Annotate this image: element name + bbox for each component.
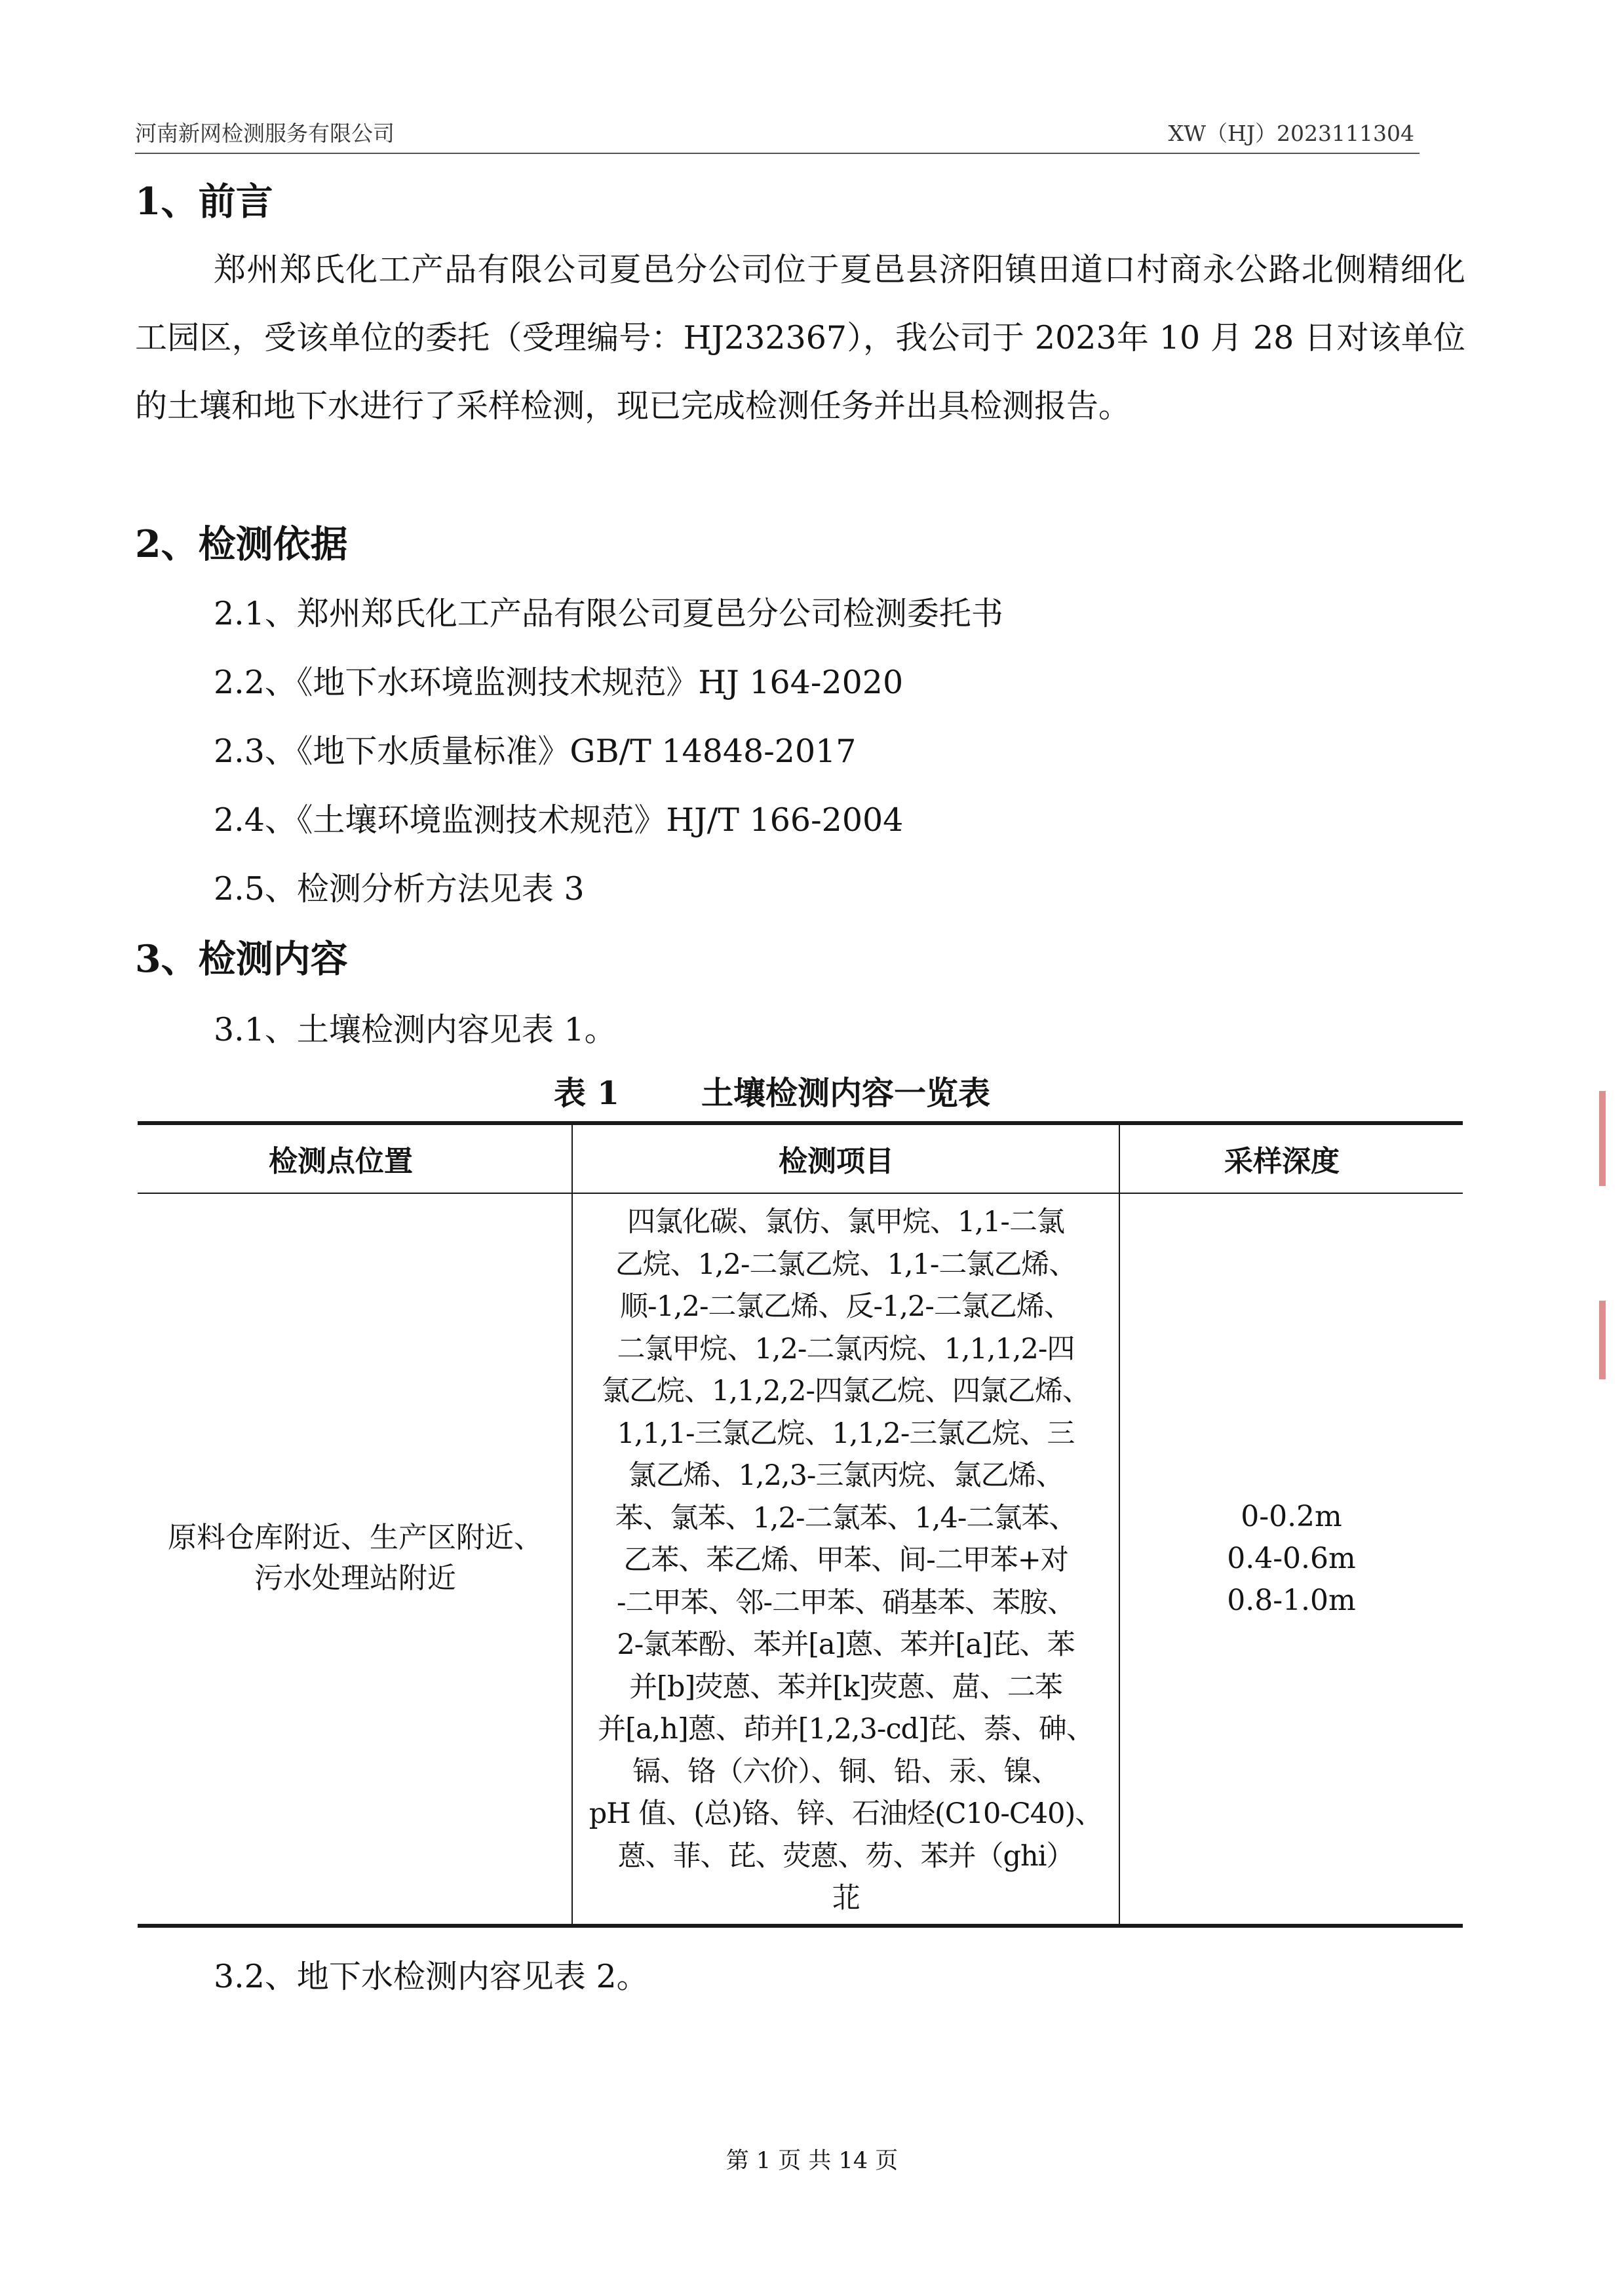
section-3-title: 3、检测内容 xyxy=(135,937,348,981)
table-header-location: 检测点位置 xyxy=(269,1145,413,1178)
header-rule xyxy=(135,153,1420,154)
items-line: 1,1,1-三氯乙烷、1,1,2-三氯乙烷、三 xyxy=(617,1417,1075,1450)
location-line: 原料仓库附近、生产区附近、 xyxy=(168,1521,543,1554)
paragraph-line: 年 10 月 28 日对该单位的土壤和地下水进行了采样检测，现已完成检测任务并 xyxy=(135,319,1465,425)
section-1-paragraph xyxy=(135,236,1465,440)
table-cell-location xyxy=(139,1518,571,1599)
items-line: pH 值、(总)铬、锌、石油烃(C10-C40)、 xyxy=(589,1797,1103,1830)
items-line: 并[b]荧蒽、苯并[k]荧蒽、䓛、二苯 xyxy=(629,1670,1062,1704)
basis-item: 2.4、《土壤环境监测技术规范》HJ/T 166-2004 xyxy=(214,801,904,839)
items-line: 顺-1,2-二氯乙烯、反-1,2-二氯乙烯、 xyxy=(620,1290,1072,1323)
basis-item: 2.5、检测分析方法见表 3 xyxy=(214,870,585,908)
table-caption-number: 表 1 xyxy=(554,1074,620,1112)
table-header-rule xyxy=(138,1193,1463,1194)
items-line: 苯、氯苯、1,2-二氯苯、1,4-二氯苯、 xyxy=(615,1501,1077,1535)
table-caption-title: 土壤检测内容一览表 xyxy=(701,1074,991,1112)
table-top-rule xyxy=(138,1121,1463,1125)
items-line: 苝 xyxy=(832,1882,860,1915)
location-line: 污水处理站附近 xyxy=(254,1561,456,1595)
paragraph-line: 出具检测报告。 xyxy=(906,387,1131,425)
table-header-depth: 采样深度 xyxy=(1224,1145,1340,1178)
table-header-items: 检测项目 xyxy=(779,1145,894,1178)
paragraph-line: 路北侧精细化工园区，受该单位的委托（受理编号：HJ232367），我公司于 2023 xyxy=(135,251,1465,356)
seam-stamp-mark xyxy=(1599,1091,1606,1186)
header-company: 河南新网检测服务有限公司 xyxy=(135,121,395,146)
basis-item: 2.3、《地下水质量标准》GB/T 14848-2017 xyxy=(214,733,857,770)
items-line: 2-氯苯酚、苯并[a]蒽、苯并[a]芘、苯 xyxy=(617,1628,1075,1661)
table-cell-items xyxy=(573,1201,1119,1920)
basis-item: 2.2、《地下水环境监测技术规范》HJ 164-2020 xyxy=(214,664,904,701)
paragraph-line: 郑州郑氏化工产品有限公司夏邑分公司位于夏邑县济阳镇田道口村商永公 xyxy=(214,251,1269,288)
items-line: 乙烷、1,2-二氯乙烷、1,1-二氯乙烯、 xyxy=(615,1248,1077,1281)
items-line: 四氯化碳、氯仿、氯甲烷、1,1-二氯 xyxy=(627,1206,1064,1238)
items-line: 蒽、菲、芘、荧蒽、芴、苯并（ghi） xyxy=(617,1839,1074,1873)
items-line: 氯乙烯、1,2,3-三氯丙烷、氯乙烯、 xyxy=(628,1459,1064,1492)
page-footer: 第 1 页 共 14 页 xyxy=(725,2148,899,2174)
items-line: 并[a,h]蒽、茚并[1,2,3-cd]芘、萘、砷、 xyxy=(598,1713,1094,1746)
depth-value: 0.8-1.0m xyxy=(1227,1584,1356,1617)
items-line: 乙苯、苯乙烯、甲苯、间-二甲苯+对 xyxy=(623,1544,1068,1577)
items-line: 二氯甲烷、1,2-二氯丙烷、1,1,1,2-四 xyxy=(617,1332,1075,1366)
seam-stamp-mark xyxy=(1599,1301,1606,1379)
header-report-number: XW（HJ）2023111304 xyxy=(1168,121,1414,146)
content-item-groundwater: 3.2、地下水检测内容见表 2。 xyxy=(214,1958,649,1995)
section-2-title: 2、检测依据 xyxy=(135,522,348,566)
depth-value: 0.4-0.6m xyxy=(1227,1542,1356,1575)
items-line: 镉、铬（六价）、铜、铅、汞、镍、 xyxy=(632,1755,1059,1788)
table-cell-depth xyxy=(1120,1496,1463,1622)
table-bottom-rule xyxy=(138,1924,1463,1928)
section-1-title: 1、前言 xyxy=(135,180,273,223)
items-line: 氯乙烷、1,1,2,2-四氯乙烷、四氯乙烯、 xyxy=(602,1375,1090,1407)
depth-value: 0-0.2m xyxy=(1241,1500,1342,1533)
items-line: -二甲苯、邻-二甲苯、硝基苯、苯胺、 xyxy=(616,1586,1075,1619)
basis-item: 2.1、郑州郑氏化工产品有限公司夏邑分公司检测委托书 xyxy=(214,595,1003,632)
content-item-soil: 3.1、土壤检测内容见表 1。 xyxy=(214,1011,617,1048)
